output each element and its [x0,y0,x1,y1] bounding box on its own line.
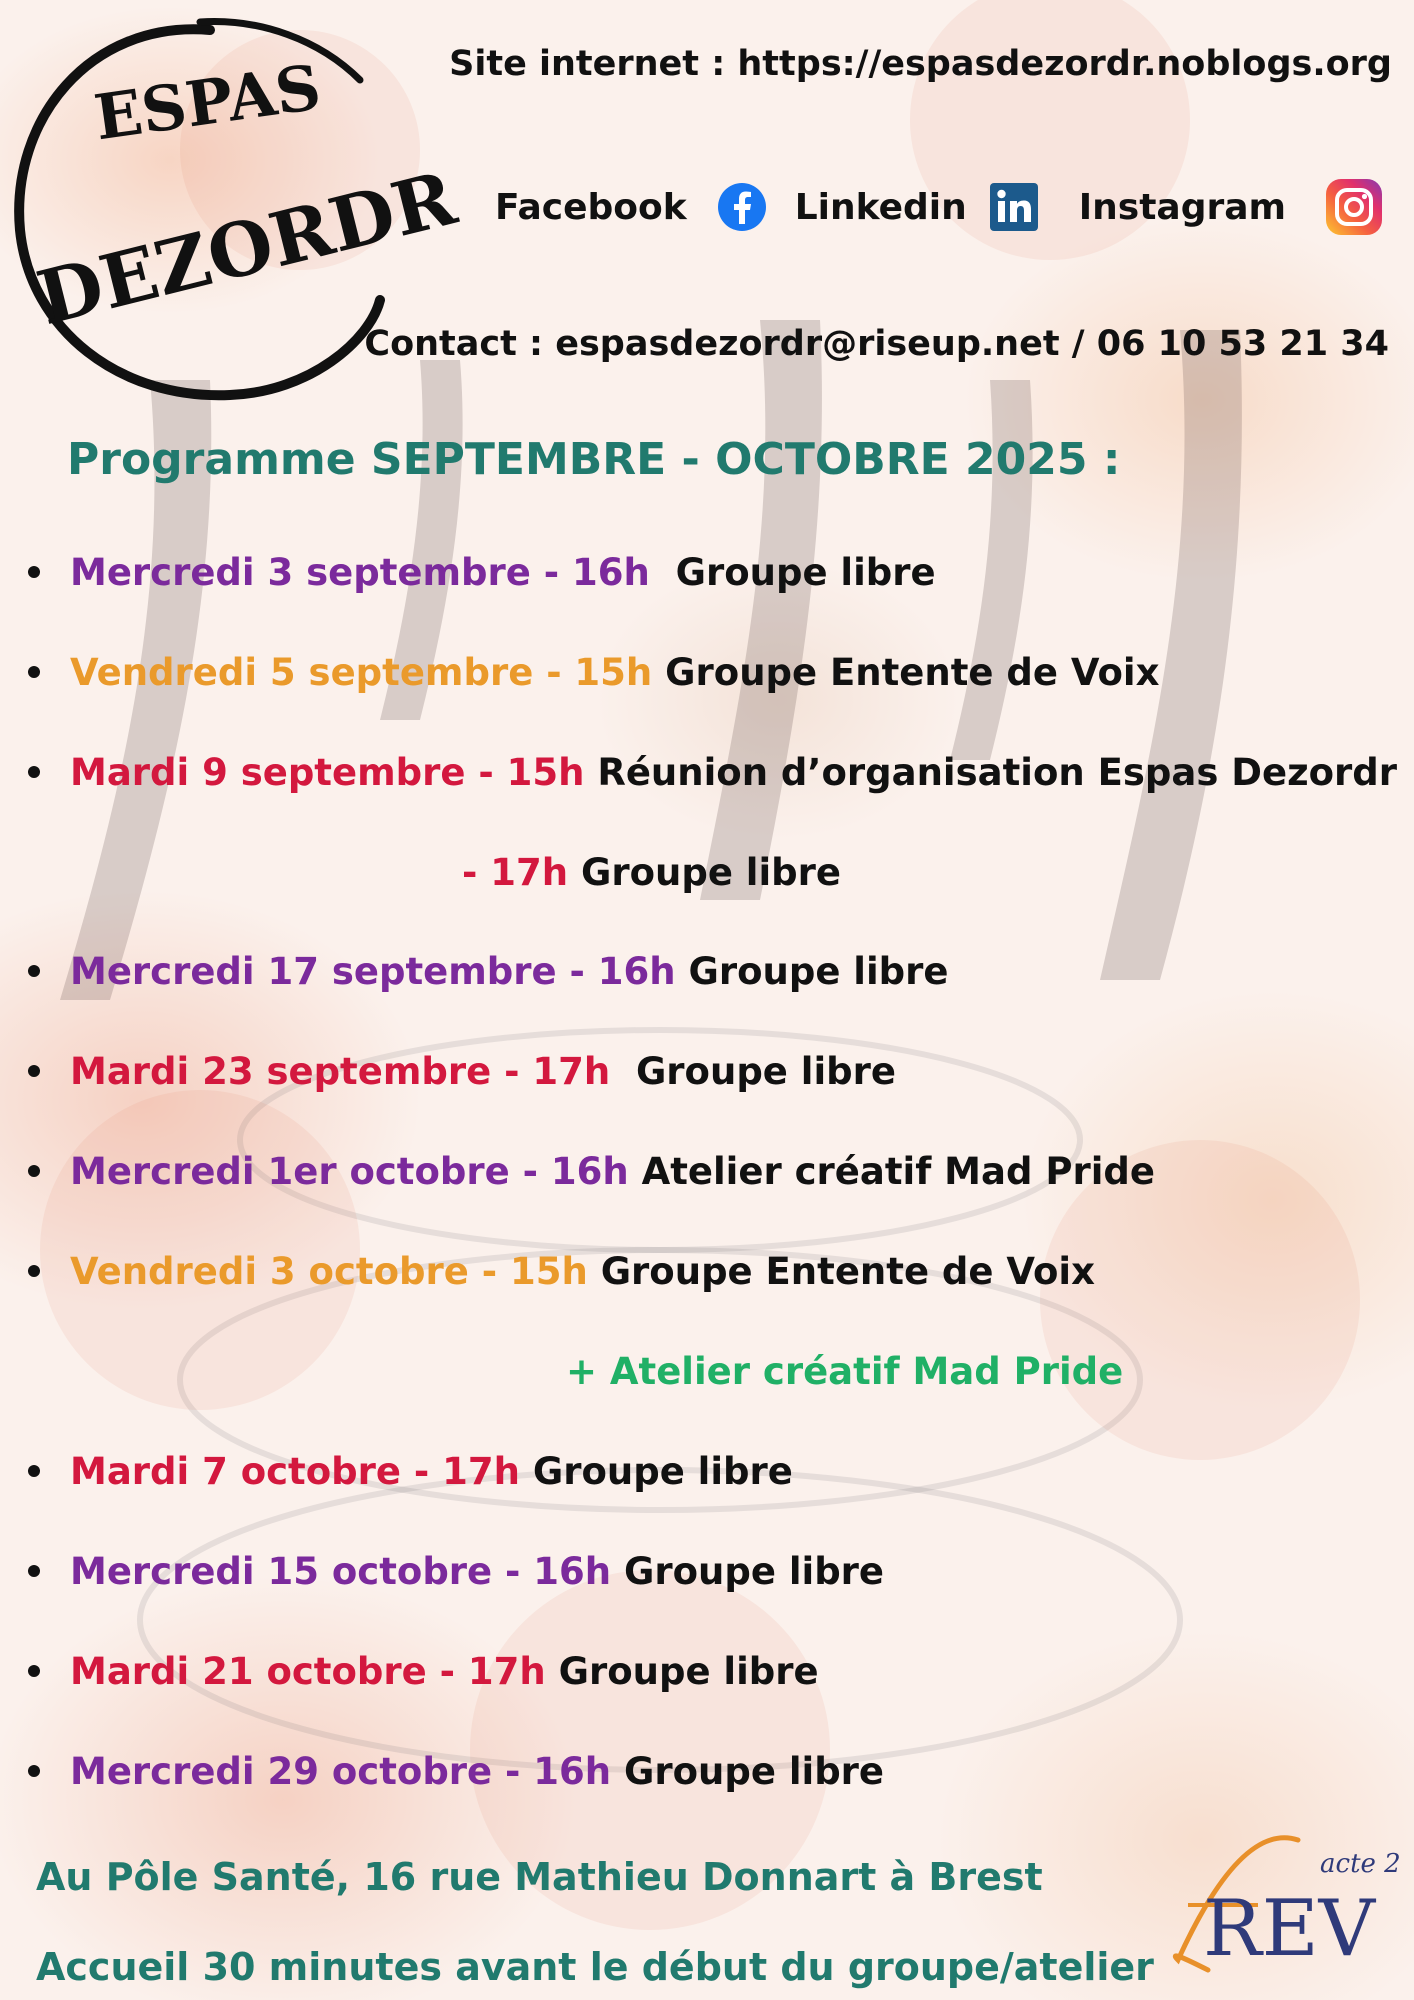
event-item [28,1441,793,1501]
event-date: Mercredi 1er octobre - 16h [70,1149,629,1193]
event-activity: Groupe Entente de Voix [600,1249,1095,1293]
event-item [28,1541,884,1601]
event-item [28,1641,819,1701]
event-activity: Groupe libre [623,1749,885,1793]
event-activity: Groupe libre [688,949,949,993]
logo-text-espas: ESPAS [90,50,326,155]
linkedin-label[interactable]: Linkedin [794,186,967,228]
bullet-icon [28,1165,40,1177]
bullet-icon [28,1765,40,1777]
facebook-icon[interactable] [717,182,767,232]
instagram-label[interactable]: Instagram [1078,186,1287,228]
event-activity: Groupe libre [635,1049,896,1093]
bullet-icon [28,1465,40,1477]
rev-acte2-logo [1148,1810,1401,1980]
event-activity: Réunion d’organisation Espas Dezordr [597,750,1398,794]
social-links [495,175,1384,239]
event-activity: Groupe libre [623,1549,885,1593]
instagram-icon[interactable] [1324,177,1384,237]
rev-text: REV [1203,1884,1375,1974]
event-date: Mardi 7 octobre - 17h [70,1449,520,1493]
event-activity: Groupe libre [580,850,841,894]
event-date: Vendredi 5 septembre - 15h [70,650,653,694]
event-item [28,1741,884,1801]
event-continuation [462,842,841,902]
event-date: Mercredi 15 octobre - 16h [70,1549,612,1593]
event-date: Mercredi 17 septembre - 16h [70,949,676,993]
bullet-icon [28,965,40,977]
event-item [28,542,936,602]
logo-text-dezordr: DEZORDR [29,155,464,343]
address-text: Au Pôle Santé, 16 rue Mathieu Donnart à Brest [36,1855,1043,1899]
event-item [28,941,949,1001]
event-date: Mercredi 3 septembre - 16h [70,550,650,594]
website-text[interactable]: Site internet : https://espasdezordr.noblogs.org [449,44,1392,84]
event-continuation [566,1341,1123,1401]
facebook-label[interactable]: Facebook [495,186,687,228]
event-item [28,742,1397,802]
welcome-text: Accueil 30 minutes avant le début du groupe/atelier [36,1945,1154,1989]
event-item [28,1241,1095,1301]
bullet-icon [28,1565,40,1577]
event-activity: + Atelier créatif Mad Pride [566,1349,1124,1393]
bullet-icon [28,566,40,578]
event-activity: Groupe libre [558,1649,819,1693]
event-date: Mardi 23 septembre - 17h [70,1049,611,1093]
event-date: Mardi 21 octobre - 17h [70,1649,546,1693]
program-title: Programme SEPTEMBRE - OCTOBRE 2025 : [67,434,1121,485]
rev-subtext: acte 2 [1320,1849,1401,1879]
contact-text[interactable]: Contact : espasdezordr@riseup.net / 06 10 53 21 34 [364,324,1389,364]
event-activity: Groupe libre [675,550,936,594]
event-item [28,1141,1155,1201]
event-item [28,642,1159,702]
bullet-icon [28,1265,40,1277]
event-activity: Atelier créatif Mad Pride [641,1149,1155,1193]
bullet-icon [28,666,40,678]
event-activity: Groupe Entente de Voix [665,650,1160,694]
event-date: Mardi 9 septembre - 15h [70,750,585,794]
event-date: Mercredi 29 octobre - 16h [70,1749,612,1793]
event-time: - 17h [462,850,569,894]
bullet-icon [28,766,40,778]
bullet-icon [28,1065,40,1077]
event-item [28,1041,896,1101]
event-date: Vendredi 3 octobre - 15h [70,1249,588,1293]
event-activity: Groupe libre [532,1449,793,1493]
bullet-icon [28,1665,40,1677]
linkedin-icon[interactable] [989,182,1039,232]
